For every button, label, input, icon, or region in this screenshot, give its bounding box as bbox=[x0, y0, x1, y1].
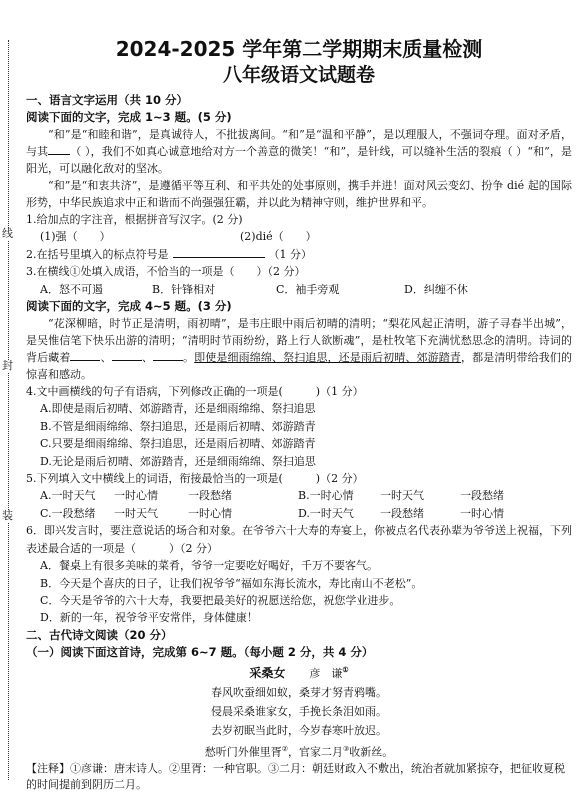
question-stem: 4.文中画横线的句子有语病，下列修改正确的一项是( )（1 分） bbox=[26, 385, 364, 399]
reading-paragraph: “和”是“和睦和谐”，是真诚待人，不批拔离间。“和”是“温和平静”，是以理服人，不强词夺理。面对矛盾，与其 （ ），我们不如真心诚意地给对方一个善意的微笑！“和”，是针线，可以缝补生活的裂痕（ ）“和”，是阳光，可以融化敌对的坚冰。 bbox=[26, 128, 572, 175]
question-stem: 5.下列填入文中横线上的词语，衔接最恰当的一项是( )（2 分） bbox=[26, 472, 364, 486]
reading-instruction: 阅读下面的文字，完成 4~5 题。(3 分) bbox=[26, 299, 232, 314]
answer-blank[interactable] bbox=[48, 143, 70, 155]
answer-blank[interactable] bbox=[173, 246, 265, 258]
poem-line: 愁听门外催里胥②，官家二月③收新丝。 bbox=[204, 744, 394, 759]
option: A．餐桌上有很多美味的菜肴，爷爷一定要吃好喝好，千万不要客气。 bbox=[40, 559, 378, 573]
question-stem: 2.在括号里填入的标点符号是 （1 分） bbox=[26, 247, 312, 261]
answer-blank[interactable] bbox=[153, 349, 183, 361]
footnote: 【注释】①彦谦：唐末诗人。②里胥：一种官职。③二月：朝廷财政入不敷出，统治者就加紧掠夺，把征收夏税的时间提前到阴历二月。 bbox=[26, 762, 565, 792]
section-heading: 二、古代诗文阅读（20 分） bbox=[26, 627, 173, 642]
reading-paragraph: “和”是“和衷共济”，是遵循平等互利、和平共处的处事原则，携手并进！面对风云变幻、扮争 dié 起的国际形势，中华民族追求中正和谐而不尚强强狂霸，并以此为精神守则，维护世界和平。 bbox=[26, 179, 572, 209]
question-options: C.一段愁绪 一时天气 一时心情 D.一时天气 一段愁绪 一时心情 bbox=[40, 506, 504, 520]
poem-title: 采桑女 彦 谦① bbox=[249, 664, 349, 680]
question-options: (1)强（ ） (2)dié（ ） bbox=[40, 230, 317, 244]
poem-line: 侵晨采桑谁家女，手挽长条泪如雨。 bbox=[211, 704, 387, 718]
poem-line: 春风吹蚕细如蚁，桑芽才努青鸦嘴。 bbox=[211, 685, 387, 699]
answer-blank[interactable] bbox=[70, 349, 100, 361]
option: B.不管是细雨绵绵、祭扫追思，还是雨后初晴、郊游踏青 bbox=[40, 419, 316, 433]
reading-paragraph: “花深柳暗，时节正是清明，雨初晴”，是韦庄眼中雨后初晴的清明；“梨花风起正清明，游子寻春半出城”，是吴惟信笔下快乐出游的清明；“清明时节雨纷纷，路上行人欲断魂”，是杜牧笔下充满忧愁思念的清明。诗词的背后藏着 、 、 。即使是细雨绵绵、祭扫追思，还是雨后初晴、郊游踏青，都是清明带给我们的惊喜和感动。 bbox=[26, 317, 573, 382]
exam-subtitle: 八年级语文试题卷 bbox=[222, 64, 375, 86]
option: C．今天是爷爷的六十大寿，我要把最美好的祝愿送给您，祝您学业进步。 bbox=[40, 593, 401, 607]
underlined-sentence: 即使是细雨绵绵、祭扫追思，还是雨后初晴、郊游踏青 bbox=[194, 351, 461, 365]
binding-char: 线 bbox=[2, 227, 13, 240]
question-stem: 6．即兴发言时，要注意说话的场合和对象。在爷爷六十大寿的寿宴上，你被点名代表孙辈为爷爷送上祝福，下列表述最合适的一项是（ ）（2 分） bbox=[26, 524, 572, 555]
question-stem: 1.给加点的字注音，根据拼音写汉字。(2 分) bbox=[26, 213, 243, 226]
answer-blank[interactable] bbox=[112, 349, 142, 361]
option: D．新的一年，祝爷爷平安常伴，身体健康！ bbox=[40, 611, 258, 625]
section-heading: 一、语言文字运用（共 10 分） bbox=[26, 93, 189, 107]
question-options: A．怒不可遏 B．针锋相对 C．袖手旁观 D．纠缠不休 bbox=[40, 282, 468, 296]
binding-char: 装 bbox=[2, 509, 13, 522]
option: B．今天是个喜庆的日子，让我们祝爷爷“福如东海长流水，寿比南山不老松”。 bbox=[40, 576, 423, 590]
poem-line: 去岁初眠当此时，今岁春寒叶放迟。 bbox=[211, 723, 387, 737]
binding-line bbox=[8, 40, 10, 780]
reading-instruction: 阅读下面的文字，完成 1~3 题。(5 分) bbox=[26, 110, 232, 124]
exam-content bbox=[26, 36, 572, 793]
question-stem: 3.在横线①处填入成语，不恰当的一项是（ ）（2 分） bbox=[26, 265, 306, 279]
option: D.无论是雨后初晴、郊游踏青，还是细雨绵绵、祭扫追思 bbox=[40, 454, 316, 468]
option: C.只要是细雨绵绵、祭扫追思，还是雨后初晴、郊游踏青 bbox=[40, 437, 316, 451]
exam-title: 2024-2025 学年第二学期期末质量检测 bbox=[115, 37, 483, 61]
reading-instruction: （一）阅读下面这首诗，完成第 6~7 题。（每小题 2 分，共 4 分） bbox=[26, 644, 374, 659]
binding-char: 封 bbox=[2, 359, 13, 372]
question-options: A.一时天气 一时心情 一段愁绪 B.一时心情 一时天气 一段愁绪 bbox=[40, 489, 504, 503]
option: A.即使是雨后初晴、郊游踏青，还是细雨绵绵、祭扫追思 bbox=[40, 402, 316, 416]
